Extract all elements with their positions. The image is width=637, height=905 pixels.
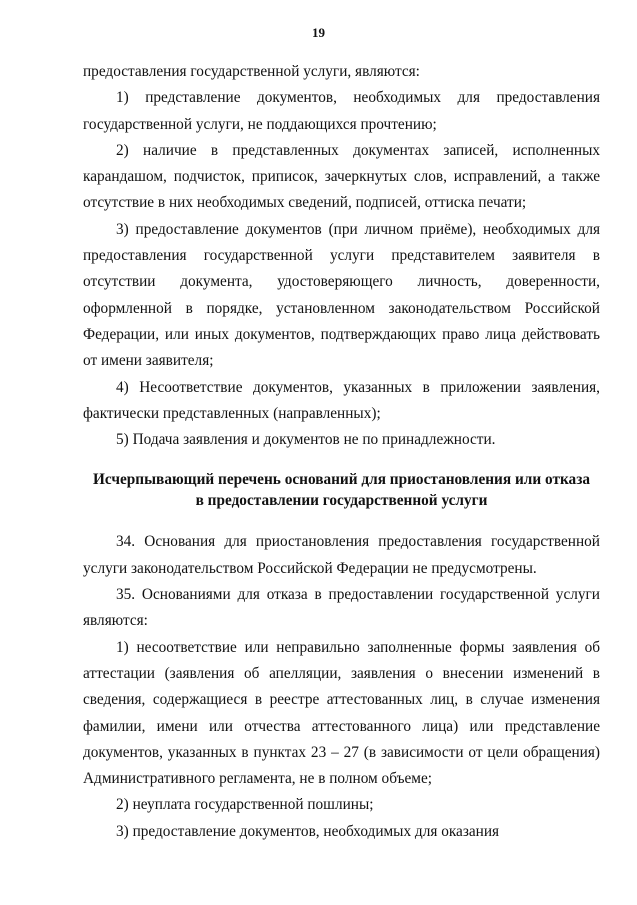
section-heading: Исчерпывающий перечень оснований для приостановления или отказа в предоставлении государственной услуги — [93, 471, 590, 510]
paragraph: 35. Основаниями для отказа в предоставлении государственной услуги являются: — [83, 586, 600, 630]
paragraph: 1) несоответствие или неправильно заполненные формы заявления об аттестации (заявления об апелляции, заявления о внесении изменений в сведения, содержащиеся в реестре аттестованных лиц, в случае изменения фамилии, имени или отчества аттестованного лица) или представление документов, указанных в пунктах 23 – 27 (в зависимости от цели обращения) Административного регламента, не в полном объеме; — [83, 638, 600, 788]
document-body — [83, 59, 600, 845]
paragraph: предоставления государственной услуги, являются: — [83, 63, 420, 80]
paragraph: 3) предоставление документов (при личном приёме), необходимых для предоставления государственной услуги представителем заявителя в отсутствии документа, удостоверяющего личность, доверенности, оформленной в порядке, установленном законодательством Российской Федерации, или иных документов, подтверждающих право лица действовать от имени заявителя; — [83, 220, 600, 370]
page-number: 19 — [312, 25, 325, 40]
paragraph: 1) представление документов, необходимых для предоставления государственной услуги, не поддающихся прочтению; — [83, 89, 600, 133]
paragraph: 2) неуплата государственной пошлины; — [116, 796, 374, 814]
paragraph: 4) Несоответствие документов, указанных в приложении заявления, фактически представленных (направленных); — [83, 378, 600, 422]
paragraph: 2) наличие в представленных документах записей, исполненных карандашом, подчисток, приписок, зачеркнутых слов, исправлений, а также отсутствие в них необходимых сведений, подписей, оттиска печати; — [83, 141, 600, 212]
paragraph: 3) предоставление документов, необходимых для оказания — [116, 822, 500, 840]
paragraph: 5) Подача заявления и документов не по принадлежности. — [116, 431, 496, 449]
paragraph: 34. Основания для приостановления предоставления государственной услуги законодательством Российской Федерации не предусмотрены. — [83, 533, 600, 577]
